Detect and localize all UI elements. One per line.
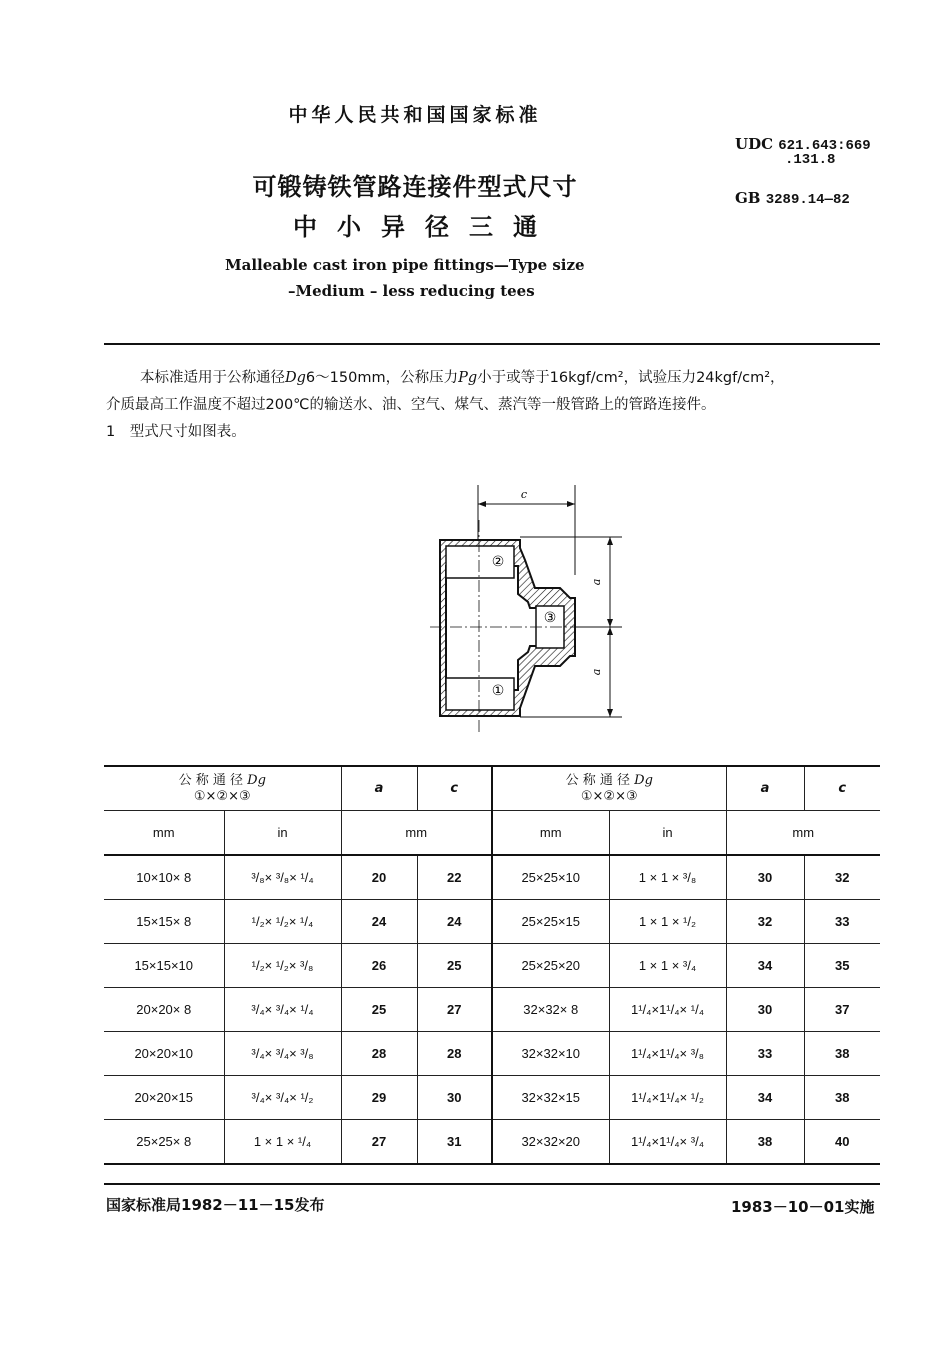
unit-mm-right: mm: [492, 811, 609, 856]
udc-number: 621.643:669: [778, 138, 871, 154]
unit-in-left: in: [224, 811, 341, 856]
national-standard-heading: 中华人民共和国国家标准: [288, 104, 542, 126]
header-ports-text: ①×②×③: [193, 788, 251, 804]
header-ports-text: ①×②×③: [580, 788, 638, 804]
table-row: [104, 1032, 880, 1076]
left-c-cell: 25: [417, 944, 492, 988]
dim-label-c: c: [520, 488, 528, 501]
left-mm-cell: 20×20×10: [104, 1032, 224, 1076]
udc-code-line2: .131.8: [785, 152, 836, 168]
left-in-cell: ¹/₂× ¹/₂× ³/₈: [224, 944, 341, 988]
table-row: [104, 944, 880, 988]
port-1-label: ①: [491, 683, 505, 699]
right-a-cell: 30: [726, 855, 804, 900]
right-mm-cell: 25×25×10: [492, 855, 609, 900]
header-dg-symbol: Dg: [247, 772, 266, 788]
udc-label: UDC: [735, 135, 774, 153]
right-in-cell: 1¹/₄×1¹/₄× ³/₄: [609, 1120, 726, 1165]
scope-text-a: 本标准适用于公称通径: [140, 370, 285, 386]
left-in-cell: ³/₄× ³/₄× ¹/₄: [224, 988, 341, 1032]
left-a-cell: 29: [341, 1076, 417, 1120]
right-c-cell: 32: [804, 855, 880, 900]
left-c-cell: 24: [417, 900, 492, 944]
right-mm-cell: 32×32×10: [492, 1032, 609, 1076]
left-a-cell: 26: [341, 944, 417, 988]
footer-rule: [104, 1183, 880, 1185]
port-2-label: ②: [491, 554, 505, 570]
right-mm-cell: 25×25×15: [492, 900, 609, 944]
dim-label-a-top: a: [590, 578, 603, 586]
scope-dg-symbol: Dg: [285, 370, 306, 386]
right-a-cell: 32: [726, 900, 804, 944]
left-mm-cell: 20×20×15: [104, 1076, 224, 1120]
port-3-label: ③: [543, 610, 557, 626]
left-a-cell: 27: [341, 1120, 417, 1165]
left-c-cell: 31: [417, 1120, 492, 1165]
table-row: [104, 900, 880, 944]
gb-label: GB: [735, 189, 761, 207]
tee-body: [430, 520, 580, 735]
header-dg-symbol: Dg: [634, 772, 653, 788]
right-in-cell: 1 × 1 × ¹/₂: [609, 900, 726, 944]
left-in-cell: 1 × 1 × ¹/₄: [224, 1120, 341, 1165]
header-a-right: a: [726, 766, 804, 811]
left-in-cell: ³/₄× ³/₄× ¹/₂: [224, 1076, 341, 1120]
right-c-cell: 38: [804, 1032, 880, 1076]
reducing-tee-drawing: [400, 480, 630, 740]
right-c-cell: 38: [804, 1076, 880, 1120]
right-in-cell: 1¹/₄×1¹/₄× ¹/₄: [609, 988, 726, 1032]
unit-in-right: in: [609, 811, 726, 856]
left-c-cell: 27: [417, 988, 492, 1032]
right-in-cell: 1 × 1 × ³/₈: [609, 855, 726, 900]
unit-dims-right: mm: [726, 811, 880, 856]
table-header-row: [104, 766, 880, 811]
left-c-cell: 28: [417, 1032, 492, 1076]
section-1-heading: 1 型式尺寸如图表。: [106, 424, 246, 440]
right-in-cell: 1 × 1 × ³/₄: [609, 944, 726, 988]
right-c-cell: 40: [804, 1120, 880, 1165]
scope-paragraph-line2: 介质最高工作温度不超过200℃的输送水、油、空气、煤气、蒸汽等一般管路上的管路连接件。: [106, 397, 716, 413]
title-cn-line2: 中小异径三通: [293, 213, 557, 241]
header-nominal-left: [104, 766, 341, 811]
gb-code: [735, 189, 850, 208]
left-a-cell: 24: [341, 900, 417, 944]
right-mm-cell: 32×32×15: [492, 1076, 609, 1120]
left-c-cell: 22: [417, 855, 492, 900]
dim-label-a-bottom: a: [590, 668, 603, 676]
table-row: [104, 988, 880, 1032]
table-row: [104, 855, 880, 900]
header-nominal-text: 公 称 通 径: [565, 772, 630, 788]
left-a-cell: 25: [341, 988, 417, 1032]
left-mm-cell: 15×15×10: [104, 944, 224, 988]
header-rule: [104, 343, 880, 345]
dimension-table: [104, 765, 880, 1165]
issue-date: 国家标准局1982－11－15发布: [106, 1196, 325, 1214]
header-nominal-right: [492, 766, 726, 811]
right-c-cell: 37: [804, 988, 880, 1032]
header-c-right: c: [804, 766, 880, 811]
scope-text-c: 小于或等于16kgf/cm²，试验压力24kgf/cm²，: [477, 370, 785, 386]
title-cn-line1: 可锻铸铁管路连接件型式尺寸: [252, 173, 578, 201]
unit-mm-left: mm: [104, 811, 224, 856]
gb-number: 3289.14—82: [765, 192, 850, 208]
left-c-cell: 30: [417, 1076, 492, 1120]
table-row: [104, 1076, 880, 1120]
left-in-cell: ³/₄× ³/₄× ³/₈: [224, 1032, 341, 1076]
right-a-cell: 34: [726, 944, 804, 988]
right-a-cell: 38: [726, 1120, 804, 1165]
right-a-cell: 33: [726, 1032, 804, 1076]
left-a-cell: 28: [341, 1032, 417, 1076]
scope-pg-symbol: Pg: [458, 370, 478, 386]
left-mm-cell: 15×15× 8: [104, 900, 224, 944]
unit-dims-left: mm: [341, 811, 492, 856]
right-mm-cell: 32×32× 8: [492, 988, 609, 1032]
title-en-line1: Malleable cast iron pipe fittings—Type size: [225, 256, 585, 274]
right-a-cell: 34: [726, 1076, 804, 1120]
header-c-left: c: [417, 766, 492, 811]
left-in-cell: ¹/₂× ¹/₂× ¹/₄: [224, 900, 341, 944]
right-mm-cell: 25×25×20: [492, 944, 609, 988]
effective-date: 1983－10－01实施: [731, 1198, 875, 1216]
left-mm-cell: 20×20× 8: [104, 988, 224, 1032]
left-mm-cell: 25×25× 8: [104, 1120, 224, 1165]
header-a-left: a: [341, 766, 417, 811]
right-in-cell: 1¹/₄×1¹/₄× ¹/₂: [609, 1076, 726, 1120]
header-nominal-text: 公 称 通 径: [178, 772, 243, 788]
scope-paragraph-line1: [140, 366, 785, 387]
right-c-cell: 35: [804, 944, 880, 988]
right-in-cell: 1¹/₄×1¹/₄× ³/₈: [609, 1032, 726, 1076]
right-c-cell: 33: [804, 900, 880, 944]
title-en-line2: –Medium – less reducing tees: [288, 282, 535, 300]
table-row: [104, 1120, 880, 1165]
right-mm-cell: 32×32×20: [492, 1120, 609, 1165]
table-unit-row: [104, 811, 880, 856]
right-a-cell: 30: [726, 988, 804, 1032]
left-a-cell: 20: [341, 855, 417, 900]
left-mm-cell: 10×10× 8: [104, 855, 224, 900]
left-in-cell: ³/₈× ³/₈× ¹/₄: [224, 855, 341, 900]
scope-text-b: 6～150mm，公称压力: [305, 370, 459, 386]
